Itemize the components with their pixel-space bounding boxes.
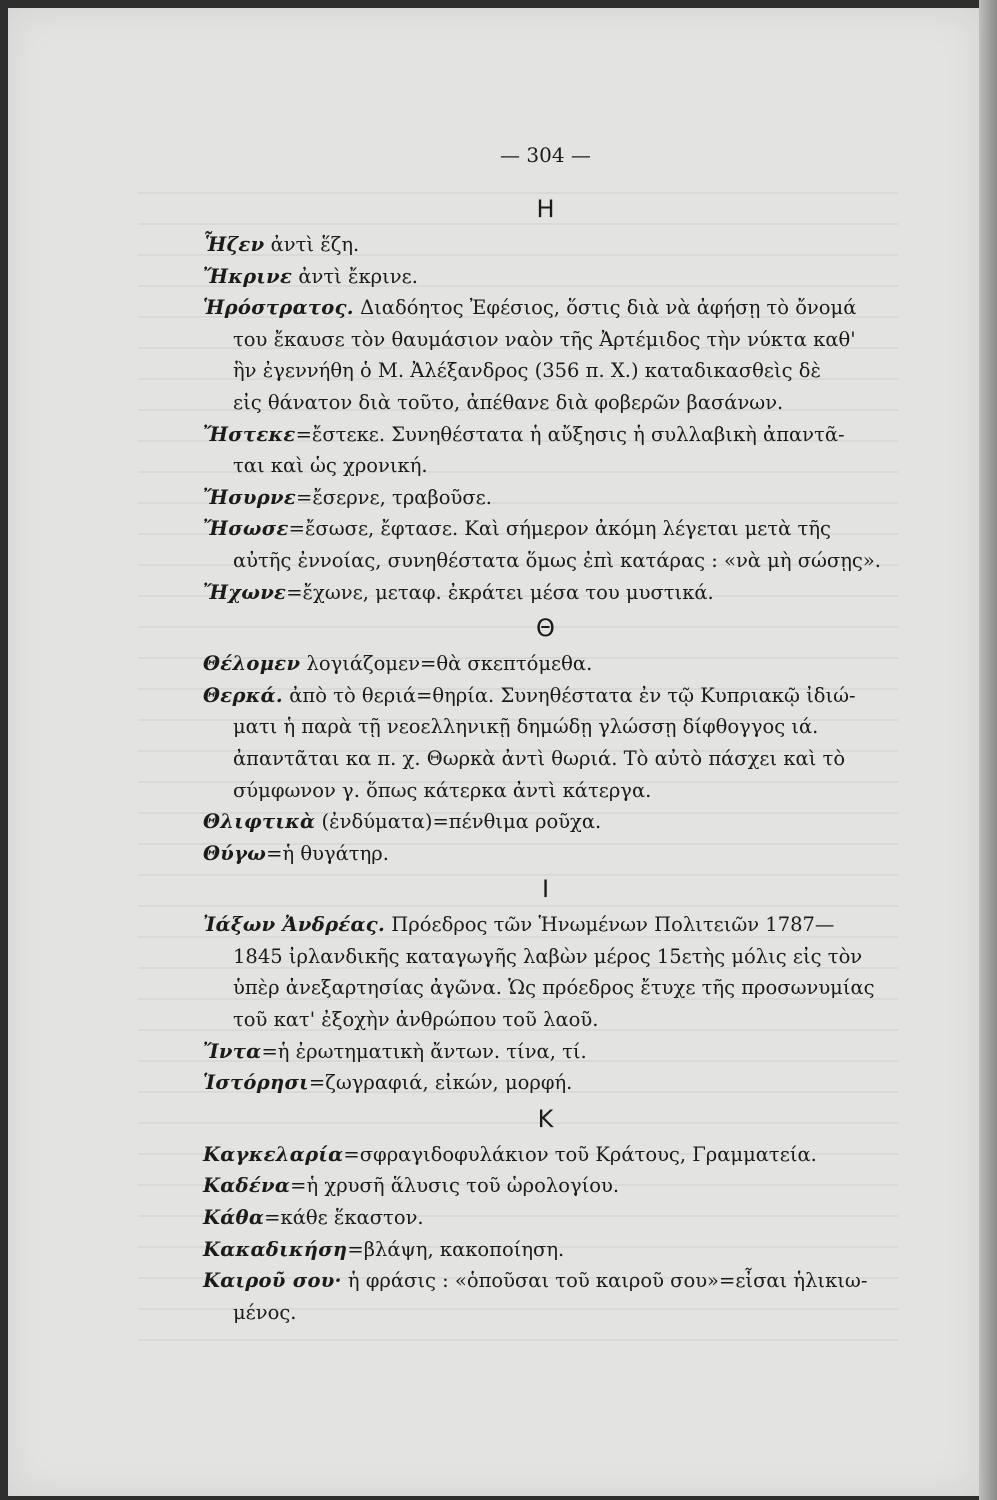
- dictionary-entry: [203, 1234, 888, 1266]
- entry-text-line: ἀπὸ τὸ θεριά=θηρία. Συνηθέστατα ἐν τῷ Κυπριακῷ ἰδιώ-: [289, 683, 856, 707]
- entry-headword: Ἰάξων Ἀνδρέας.: [203, 913, 386, 937]
- page-number: — 304 —: [500, 143, 591, 167]
- entry-headword: Ἴντα: [203, 1039, 262, 1063]
- entry-text-line: ἣν ἐγεννήθη ὁ Μ. Ἀλέξανδρος (356 π. Χ.) καταδικασθεὶς δὲ: [233, 359, 821, 383]
- entry-headword: Ἧζεν: [203, 233, 265, 256]
- entry-headword: Θερκά.: [203, 683, 284, 707]
- dictionary-entry: [203, 419, 888, 482]
- dictionary-entry: [203, 577, 888, 609]
- page-edge: [979, 0, 997, 1500]
- dictionary-entry: [203, 1139, 888, 1171]
- section-letter-heading: Κ: [537, 1104, 554, 1133]
- dictionary-entry: [203, 482, 888, 514]
- entry-text-line: =κάθε ἕκαστον.: [264, 1206, 424, 1230]
- entry-text-line: =ἔστεκε. Συνηθέστατα ἡ αὔξησις ἡ συλλαβικὴ ἀπαντᾶ-: [295, 422, 845, 446]
- entry-headword: Θέλομεν: [203, 652, 301, 676]
- dictionary-entry: [203, 1170, 888, 1202]
- entry-text-line: ματι ἡ παρὰ τῇ νεοελληνικῇ δημώδῃ γλώσσῃ δίφθογγος ιά.: [233, 715, 819, 739]
- entry-text-line: =ἔσερνε, τραβοῦσε.: [296, 485, 492, 509]
- entry-headword: Ἤστεκε: [203, 422, 296, 446]
- text-column: [203, 133, 888, 1328]
- entry-text-line: αὐτῆς ἐννοίας, συνηθέστατα ὅμως ἐπὶ κατάρας : «νὰ μὴ σώσῃς».: [233, 548, 881, 572]
- entry-headword: Κάθα: [203, 1206, 265, 1230]
- dictionary-entry: [203, 909, 888, 1035]
- section-letter-heading: Θ: [536, 614, 555, 643]
- entry-text-line: =ἡ χρυσῆ ἅλυσις τοῦ ὡρολογίου.: [290, 1174, 620, 1198]
- entry-headword: Ἤκρινε: [203, 264, 293, 288]
- entry-text-line: =σφραγιδοφυλάκιον τοῦ Κράτους, Γραμματεία.: [343, 1142, 817, 1166]
- dictionary-sections: [203, 189, 888, 1328]
- section-letter-heading: Ι: [541, 875, 550, 904]
- entry-headword: Θύγω: [203, 841, 267, 865]
- entry-headword: Καδένα: [203, 1174, 291, 1198]
- dictionary-entry: [203, 1265, 888, 1328]
- dictionary-entry: [203, 838, 888, 870]
- dictionary-entry: [203, 680, 888, 806]
- entry-text-line: Διαδόητος Ἐφέσιος, ὅστις διὰ νὰ ἀφήσῃ τὸ ὄνομά: [360, 296, 857, 320]
- entry-text-line: τοῦ κατ' ἐξοχὴν ἀνθρώπου τοῦ λαοῦ.: [233, 1008, 599, 1032]
- dictionary-entry: [203, 1202, 888, 1234]
- dictionary-entry: [203, 261, 888, 293]
- entry-headword: Κακαδικήση: [203, 1237, 348, 1261]
- entry-text-line: =ζωγραφιά, εἰκών, μορφή.: [308, 1071, 573, 1095]
- entry-text-line: =ἔχωνε, μεταφ. ἐκράτει μέσα του μυστικά.: [286, 580, 714, 604]
- entry-text-line: σύμφωνον γ. ὅπως κάτερκα ἀντὶ κάτεργα.: [233, 778, 652, 802]
- entry-text-line: (ἐνδύματα)=πένθιμα ροῦχα.: [321, 810, 602, 834]
- entry-headword: Ἡρόστρατος.: [203, 296, 354, 320]
- entry-text-line: Πρόεδρος τῶν Ἡνωμένων Πολιτειῶν 1787—: [391, 913, 835, 937]
- entry-headword: Ἤχωνε: [203, 580, 287, 604]
- entry-text-line: =βλάψη, κακοποίηση.: [347, 1237, 565, 1261]
- entry-headword: Καγκελαρία: [203, 1142, 344, 1166]
- book-page: [8, 8, 980, 1496]
- entry-text-line: ἀντὶ ἔκρινε.: [298, 264, 418, 288]
- dictionary-entry: [203, 229, 888, 261]
- dictionary-entry: [203, 1036, 888, 1068]
- entry-text-line: εἰς θάνατον διὰ τοῦτο, ἀπέθανε διὰ φοβερῶν βασάνων.: [233, 390, 784, 414]
- dictionary-entry: [203, 648, 888, 680]
- entry-text-line: ὑπὲρ ἀνεξαρτησίας ἀγῶνα. Ὡς πρόεδρος ἔτυχε τῆς προσωνυμίας: [233, 976, 875, 1000]
- entry-headword: Ἤσωσε: [203, 517, 289, 541]
- entry-text-line: ἀντὶ ἕζη.: [270, 233, 360, 256]
- dictionary-entry: [203, 292, 888, 418]
- section-letter-heading: Η: [536, 195, 555, 223]
- entry-headword: Θλιφτικὰ: [203, 810, 316, 834]
- entry-text-line: ἡ φράσις : «ὁποῦσαι τοῦ καιροῦ σου»=εἶσαι ἡλικιω-: [347, 1269, 868, 1293]
- dictionary-entry: [203, 513, 888, 576]
- entry-headword: Ἤσυρνε: [203, 485, 296, 509]
- dictionary-entry: [203, 1067, 888, 1099]
- entry-headword: Ἱστόρησι: [203, 1071, 309, 1095]
- entry-headword: Καιροῦ σου·: [203, 1269, 342, 1293]
- dictionary-entry: [203, 806, 888, 838]
- entry-text-line: μένος.: [233, 1300, 297, 1324]
- entry-text-line: ἀπαντᾶται κα π. χ. Θωρκὰ ἀντὶ θωριά. Τὸ αὐτὸ πάσχει καὶ τὸ: [233, 746, 846, 770]
- entry-text-line: =ἡ ἐρωτηματικὴ ἄντων. τίνα, τί.: [261, 1039, 587, 1063]
- entry-text-line: =ἔσωσε, ἔφτασε. Καὶ σήμερον ἀκόμη λέγεται μετὰ τῆς: [288, 517, 831, 541]
- entry-text-line: του ἔκαυσε τὸν θαυμάσιον ναὸν τῆς Ἀρτέμιδος τὴν νύκτα καθ': [233, 327, 856, 351]
- entry-text-line: λογιάζομεν=θὰ σκεπτόμεθα.: [306, 652, 593, 676]
- entry-text-line: ται καὶ ὡς χρονική.: [233, 454, 428, 478]
- entry-text-line: =ἡ θυγάτηρ.: [266, 841, 389, 865]
- entry-text-line: 1845 ἰρλανδικῆς καταγωγῆς λαβὼν μέρος 15ετὴς μόλις εἰς τὸν: [233, 944, 863, 968]
